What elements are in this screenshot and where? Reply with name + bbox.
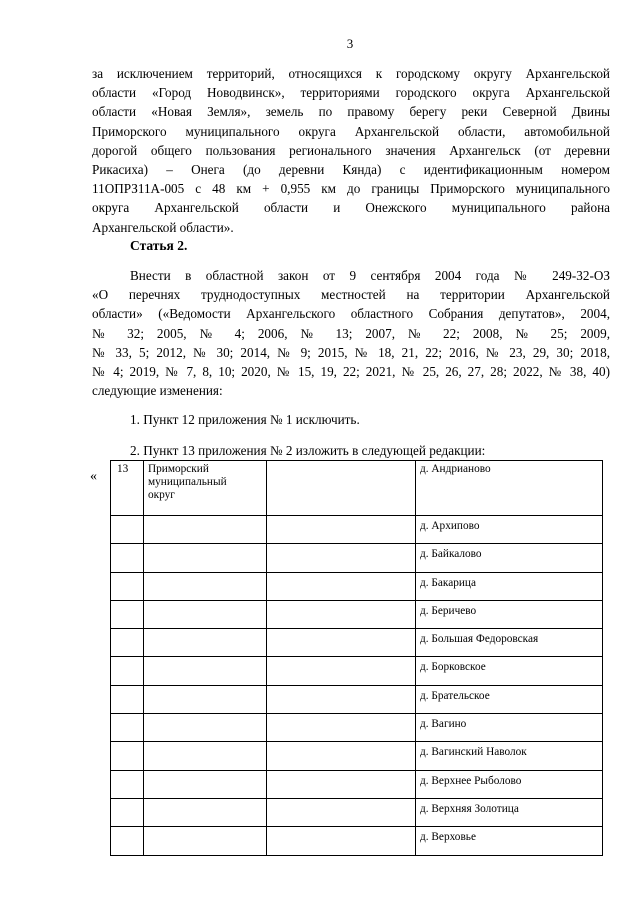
table-row	[111, 572, 603, 600]
district-line: муниципальный	[148, 476, 227, 488]
list-item-2: 2. Пункт 13 приложения № 2 изложить в следующей редакции:	[130, 443, 486, 458]
settlement-cell: д. Брательское	[416, 685, 603, 713]
text-line: области» («Ведомости Архангельского областного Собрания депутатов», 2004,	[92, 306, 610, 322]
list-item-1: 1. Пункт 12 приложения № 1 исключить.	[130, 412, 360, 427]
settlement-cell: д. Андрианово	[416, 461, 603, 516]
paragraph-article-2	[92, 266, 610, 400]
settlement-cell: д. Верхняя Золотица	[416, 798, 603, 826]
table-row	[111, 685, 603, 713]
page-number: 3	[346, 36, 354, 51]
settlement-cell: д. Вагино	[416, 714, 603, 742]
table-row	[111, 516, 603, 544]
text-line: дорогой общего пользования регионального значения Архангельск (от деревни	[92, 142, 610, 158]
table-row	[111, 657, 603, 685]
table-row	[111, 461, 603, 516]
settlement-cell: д. Байкалово	[416, 544, 603, 572]
text-line: Архангельской области».	[92, 219, 234, 235]
settlement-cell: д. Большая Федоровская	[416, 629, 603, 657]
settlement-cell: д. Верховье	[416, 827, 603, 855]
table-row	[111, 714, 603, 742]
table-row	[111, 544, 603, 572]
settlement-cell: д. Борковское	[416, 657, 603, 685]
text-line: Внести в областной закон от 9 сентября 2004 года № 249-32-ОЗ	[130, 268, 610, 283]
text-line: области «Новая Земля», земель по правому берегу реки Северной Двины	[92, 104, 610, 120]
opening-quote-mark: «	[90, 469, 97, 484]
table-row	[111, 600, 603, 628]
text-line: следующие изменения:	[92, 383, 223, 399]
text-line: 11ОПРЗ11А-005 с 48 км + 0,955 км до границы Приморского муниципального	[92, 181, 610, 197]
text-line: Рикасиха) – Онега (до деревни Кянда) с идентификационным номером	[92, 162, 610, 178]
settlement-cell: д. Верхнее Рыболово	[416, 770, 603, 798]
text-line: № 33, 5; 2012, № 30; 2014, № 9; 2015, № 18, 21, 22; 2016, № 23, 29, 30; 2018,	[92, 344, 610, 360]
table-row	[111, 798, 603, 826]
text-line: области «Город Новодвинск», территориями городского округа Архангельской	[92, 85, 610, 101]
text-line: округа Архангельской области и Онежского муниципального района	[92, 200, 610, 216]
settlement-cell: д. Беричево	[416, 600, 603, 628]
text-line: за исключением территорий, относящихся к городскому округу Архангельской	[92, 66, 610, 81]
district-line: округ	[148, 489, 175, 501]
settlement-cell: д. Архипово	[416, 516, 603, 544]
table-row	[111, 770, 603, 798]
text-line: № 4; 2019, № 7, 8, 10; 2020, № 15, 19, 22; 2021, № 25, 26, 27, 28; 2022, № 38, 40)	[92, 364, 610, 380]
text-line: Приморского муниципального округа Архангельской области, автомобильной	[92, 123, 610, 139]
table-row	[111, 827, 603, 855]
settlement-cell: д. Вагинский Наволок	[416, 742, 603, 770]
text-line: «О перечнях труднодоступных местностей на территории Архангельской	[92, 287, 610, 303]
table-row	[111, 629, 603, 657]
row-number-cell: 13	[111, 461, 144, 516]
table-row	[111, 742, 603, 770]
paragraph-amendment-text	[92, 64, 610, 237]
settlement-cell: д. Бакарица	[416, 572, 603, 600]
empty-cell	[267, 461, 416, 516]
text-line: № 32; 2005, № 4; 2006, № 13; 2007, № 22; 2008, № 25; 2009,	[92, 325, 610, 341]
settlements-table	[110, 460, 603, 856]
district-line: Приморский	[148, 463, 209, 475]
article-heading: Статья 2.	[130, 238, 188, 253]
district-cell	[144, 461, 267, 516]
